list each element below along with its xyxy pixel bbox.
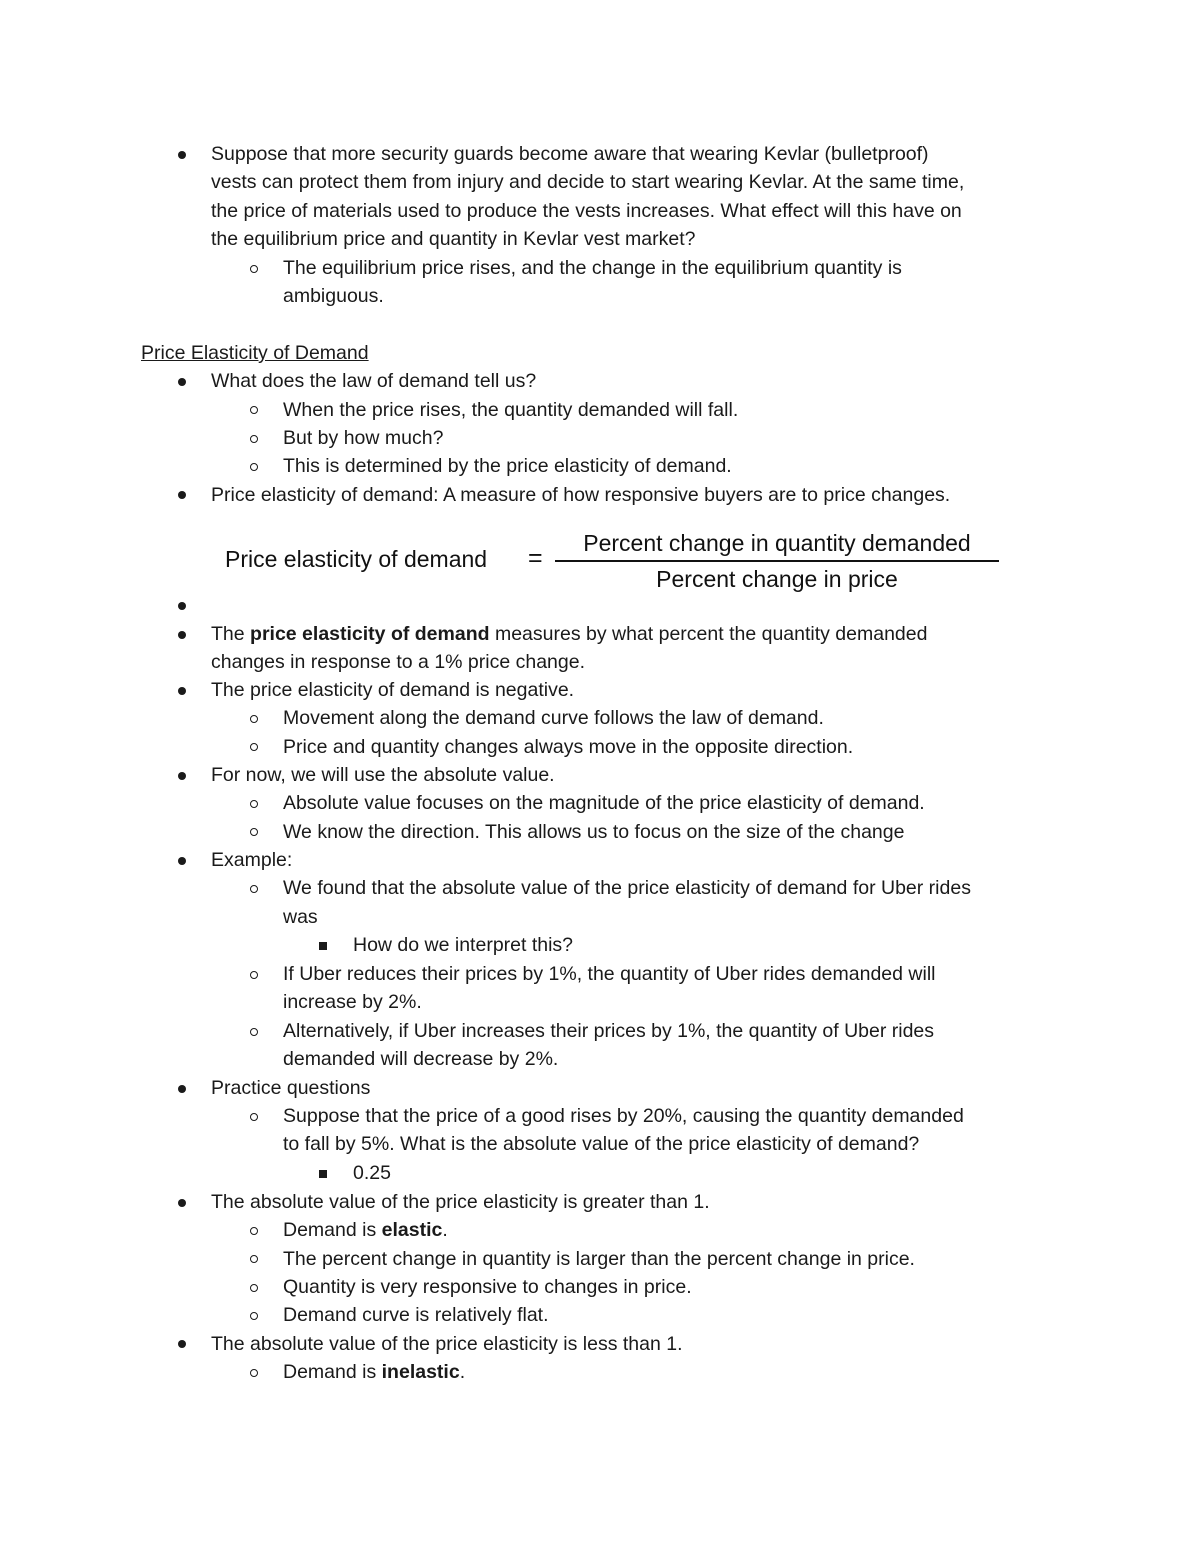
list-item: The absolute value of the price elasticity is less than 1. xyxy=(211,1333,683,1355)
list-item: We know the direction. This allows us to focus on the size of the change xyxy=(283,821,905,843)
list-item xyxy=(211,620,927,648)
fraction-bar xyxy=(555,560,999,562)
kevlar-answer-line: ambiguous. xyxy=(283,285,384,307)
section-heading: Price Elasticity of Demand xyxy=(141,342,369,364)
kevlar-question-line: Suppose that more security guards become aware that wearing Kevlar (bulletproof) xyxy=(211,143,929,165)
hollow-bullet-icon xyxy=(250,406,258,414)
bullet-icon xyxy=(178,687,186,695)
list-item: This is determined by the price elasticity of demand. xyxy=(283,455,732,477)
text-run: . xyxy=(442,1219,448,1241)
list-item: For now, we will use the absolute value. xyxy=(211,764,555,786)
bullet-icon xyxy=(178,151,186,159)
hollow-bullet-icon xyxy=(250,1284,258,1292)
list-item: Demand curve is relatively flat. xyxy=(283,1304,549,1326)
bullet-icon xyxy=(178,1199,186,1207)
kevlar-question-line: the equilibrium price and quantity in Kevlar vest market? xyxy=(211,228,696,250)
kevlar-question-line: vests can protect them from injury and decide to start wearing Kevlar. At the same time, xyxy=(211,171,965,193)
bold-term: elastic xyxy=(381,1219,443,1241)
bullet-icon xyxy=(178,631,186,639)
list-item: The absolute value of the price elasticity is greater than 1. xyxy=(211,1191,710,1213)
bullet-icon xyxy=(178,378,186,386)
hollow-bullet-icon xyxy=(250,885,258,893)
hollow-bullet-icon xyxy=(250,1227,258,1235)
formula-lhs: Price elasticity of demand xyxy=(225,546,488,572)
list-item: But by how much? xyxy=(283,427,444,449)
hollow-bullet-icon xyxy=(250,1255,258,1263)
hollow-bullet-icon xyxy=(250,828,258,836)
bullet-icon xyxy=(178,857,186,865)
text-run: measures by what percent the quantity demanded xyxy=(494,623,928,645)
list-item: We found that the absolute value of the price elasticity of demand for Uber rides xyxy=(283,877,971,899)
bullet-icon xyxy=(178,772,186,780)
list-item xyxy=(283,1358,465,1386)
list-item: What does the law of demand tell us? xyxy=(211,370,537,392)
list-item-continuation: was xyxy=(283,906,318,928)
bold-term: price elasticity of demand xyxy=(250,623,490,645)
list-item: Quantity is very responsive to changes in price. xyxy=(283,1276,692,1298)
list-item: Price and quantity changes always move in the opposite direction. xyxy=(283,736,854,758)
text-run: . xyxy=(459,1361,466,1383)
hollow-bullet-icon xyxy=(250,715,258,723)
hollow-bullet-icon xyxy=(250,1312,258,1320)
list-item: When the price rises, the quantity demanded will fall. xyxy=(283,399,739,421)
list-item: Alternatively, if Uber increases their prices by 1%, the quantity of Uber rides xyxy=(283,1020,935,1042)
list-item: Movement along the demand curve follows the law of demand. xyxy=(283,707,824,729)
list-item: The price elasticity of demand is negative. xyxy=(211,679,575,701)
hollow-bullet-icon xyxy=(250,265,258,273)
list-item-continuation: changes in response to a 1% price change. xyxy=(211,651,585,673)
hollow-bullet-icon xyxy=(250,435,258,443)
list-item: 0.25 xyxy=(353,1162,391,1184)
formula-denominator: Percent change in price xyxy=(656,566,898,592)
kevlar-question-line: the price of materials used to produce the vests increases. What effect will this have on xyxy=(211,200,962,222)
square-bullet-icon xyxy=(319,1170,327,1178)
hollow-bullet-icon xyxy=(250,1028,258,1036)
hollow-bullet-icon xyxy=(250,971,258,979)
bold-term: inelastic xyxy=(381,1361,460,1383)
list-item: How do we interpret this? xyxy=(353,934,574,956)
hollow-bullet-icon xyxy=(250,463,258,471)
list-item: The percent change in quantity is larger than the percent change in price. xyxy=(283,1248,915,1270)
list-item xyxy=(283,1216,448,1244)
text-run: Demand is xyxy=(283,1219,377,1241)
list-item: Price elasticity of demand: A measure of how responsive buyers are to price changes. xyxy=(211,484,951,506)
hollow-bullet-icon xyxy=(250,1113,258,1121)
kevlar-answer-line: The equilibrium price rises, and the change in the equilibrium quantity is xyxy=(283,257,902,279)
list-item: Absolute value focuses on the magnitude of the price elasticity of demand. xyxy=(283,792,925,814)
text-run: The xyxy=(211,623,245,645)
hollow-bullet-icon xyxy=(250,743,258,751)
list-item: Practice questions xyxy=(211,1077,371,1099)
list-item-continuation: increase by 2%. xyxy=(283,991,422,1013)
bullet-icon xyxy=(178,602,186,610)
list-item: Suppose that the price of a good rises by 20%, causing the quantity demanded xyxy=(283,1105,964,1127)
bullet-icon xyxy=(178,1085,186,1093)
list-item-continuation: demanded will decrease by 2%. xyxy=(283,1048,559,1070)
formula-equals: = xyxy=(528,544,543,572)
elasticity-formula xyxy=(225,525,1005,595)
square-bullet-icon xyxy=(319,942,327,950)
hollow-bullet-icon xyxy=(250,1369,258,1377)
list-item: Example: xyxy=(211,849,293,871)
bullet-icon xyxy=(178,1340,186,1348)
formula-numerator: Percent change in quantity demanded xyxy=(583,530,971,556)
list-item: If Uber reduces their prices by 1%, the quantity of Uber rides demanded will xyxy=(283,963,936,985)
bullet-icon xyxy=(178,491,186,499)
list-item-continuation: to fall by 5%. What is the absolute value of the price elasticity of demand? xyxy=(283,1133,920,1155)
hollow-bullet-icon xyxy=(250,800,258,808)
text-run: Demand is xyxy=(283,1361,377,1383)
